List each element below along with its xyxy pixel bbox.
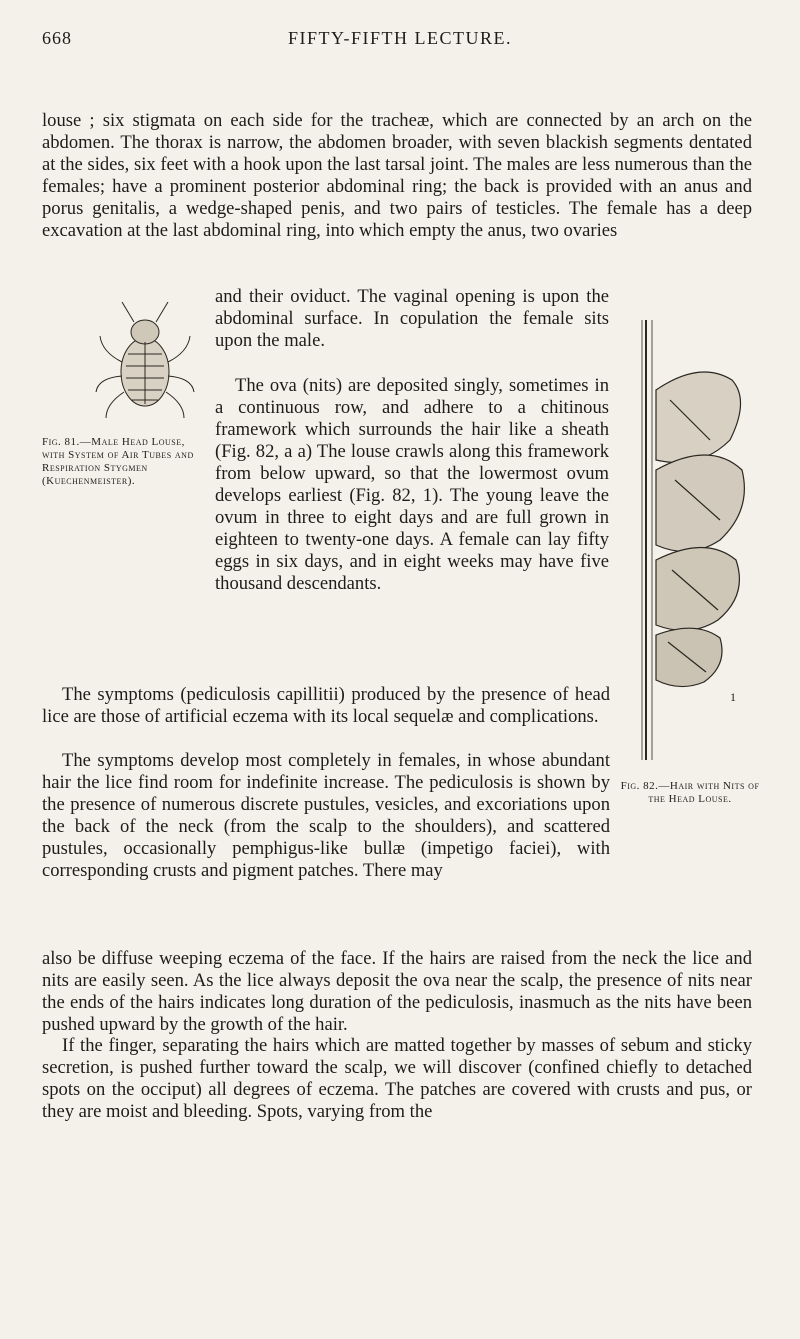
louse-illustration-icon (92, 292, 198, 432)
page-number: 668 (42, 28, 72, 48)
paragraph-1: louse ; six stigmata on each side for the tracheæ, which are connected by an arch on the abdomen. The thorax is narrow, the abdomen broader, with seven blackish segments dentated at the sides, six feet with a hook upon the last tarsal joint. The males are less numerous than the females; have a prominent posterior abdominal ring; the back is provided with an anus and porus genitalis, a wedge-shaped penis, and two pairs of testicles. The female has a deep excavation at the last abdominal ring, into which empty the anus, two ovaries (42, 110, 752, 241)
paragraph-5: The symptoms develop most completely in females, in whose abundant hair the lice find room for indefinite increase. The pediculosis is shown by the presence of numerous discrete pustules, vesicles, and excoriations upon the back of the neck (from the scalp to the shoulders), and scattered pustules, occasionally pemphigus-like bullæ (impetigo faciei), with corresponding crusts and pigment patches. There may (42, 750, 610, 881)
paragraph-7: If the finger, separating the hairs which are matted together by masses of sebum and sticky secretion, is pushed further toward the scalp, we will discover (confined chiefly to detached spots on the occiput) all degrees of eczema. The patches are covered with crusts and pus, or they are moist and bleeding. Spots, varying from the (42, 1035, 752, 1122)
paragraph-2: and their oviduct. The vaginal opening is upon the abdominal surface. In copulation the female sits upon the male. (215, 286, 609, 351)
paragraph-3: The ova (nits) are deposited singly, sometimes in a continuous row, and adhere to a chitinous framework which surrounds the hair like a sheath (Fig. 82, a a) The louse crawls along this framework from below upward, so that the lowermost ovum develops earliest (Fig. 82, 1). The young leave the ovum in three to eight days and are full grown in eighteen to twenty-one days. A female can lay fifty eggs in six days, and in eight weeks may have five thousand descendants. (215, 375, 609, 594)
running-title: FIFTY-FIFTH LECTURE. (287, 28, 512, 48)
figure-81-head-louse (92, 292, 198, 432)
figure-82-number-label: 1 (730, 690, 736, 704)
figure-82-caption: Fig. 82.—Hair with Nits of the Head Louse. (620, 780, 760, 805)
figure-81-caption: Fig. 81.—Male Head Louse, with System of Air Tubes and Respiration Stygmen (Kuechenmeister). (42, 436, 194, 487)
paragraph-6: also be diffuse weeping eczema of the face. If the hairs are raised from the neck the lice and nits are easily seen. As the lice always deposit the ova near the scalp, the presence of nits near the ends of the hairs indicates long duration of the pediculosis, inasmuch as the nits have been pushed upward by the growth of the hair. (42, 948, 752, 1035)
paragraph-4: The symptoms (pediculosis capillitii) produced by the presence of head lice are those of artificial eczema with its local sequelæ and complications. (42, 684, 610, 727)
